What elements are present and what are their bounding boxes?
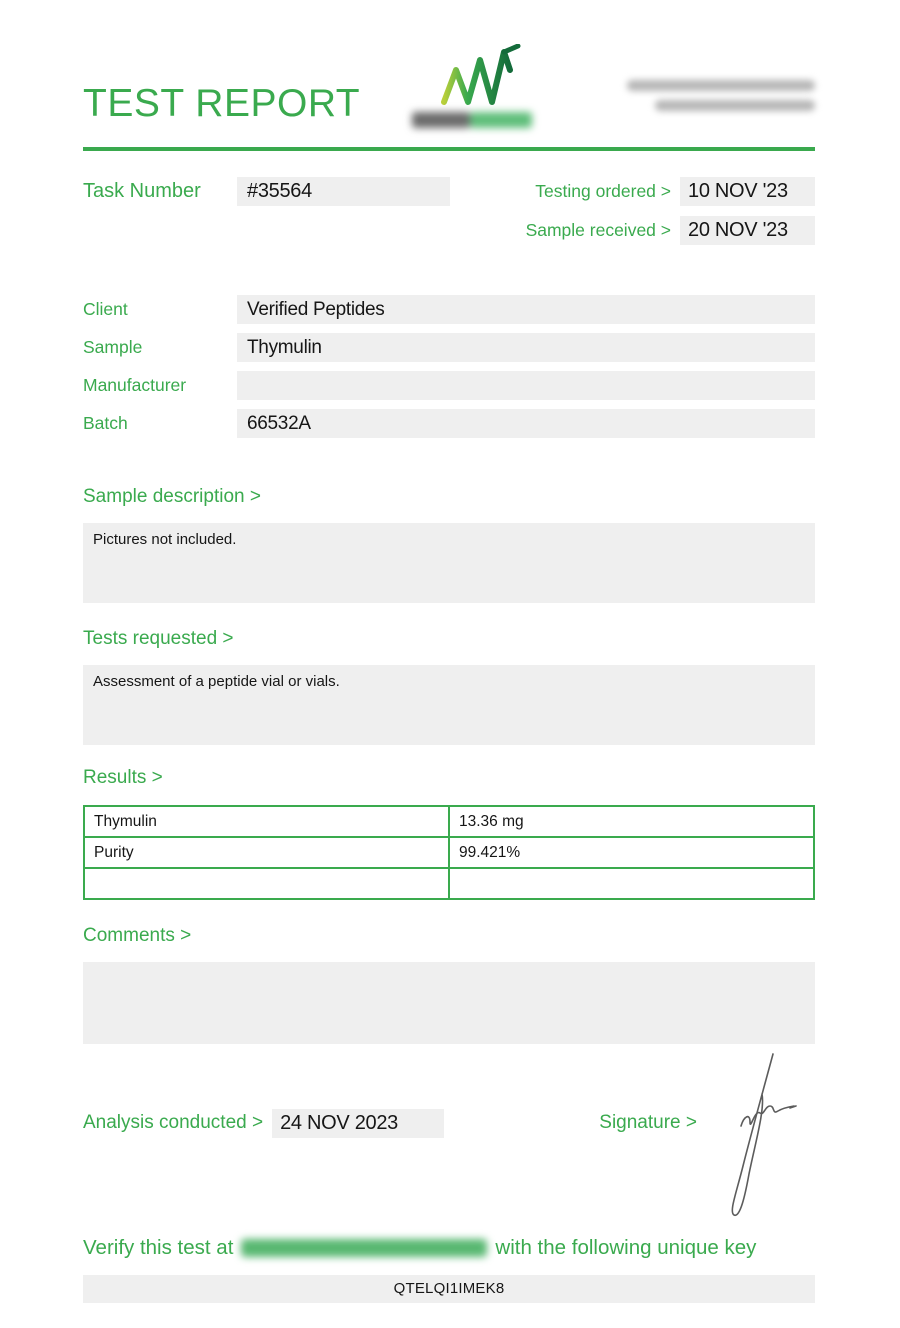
tests-requested-heading: Tests requested > [83,628,234,649]
testing-ordered-value: 10 NOV '23 [680,177,815,206]
conclusion-row [83,1108,815,1138]
sample-description-heading: Sample description > [83,486,261,507]
task-number-value: #35564 [237,177,450,206]
verify-prefix: Verify this test at [83,1236,234,1259]
table-row [84,868,814,899]
logo-wordmark-green-part [470,112,532,128]
analysis-conducted-label: Analysis conducted > [83,1112,264,1133]
sample-received-value: 20 NOV '23 [680,216,815,245]
verify-instruction [83,1236,815,1260]
sample-received-label: Sample received > [525,220,671,240]
header [83,0,815,130]
contact-web-blurred-line [655,100,815,111]
result-value: 13.36 mg [449,806,814,837]
unique-key-value: QTELQI1IMEK8 [83,1275,815,1303]
results-table [83,805,815,900]
verify-url-blurred [241,1239,487,1257]
detail-row-sample [83,333,815,362]
logo-wordmark-dark-part [412,112,470,128]
detail-row-manufacturer [83,371,815,400]
sample-received-row [526,216,815,245]
comments-heading: Comments > [83,925,192,946]
signature-image [705,1048,823,1220]
detail-row-batch [83,409,815,438]
testing-ordered-row [526,177,815,206]
verify-suffix: with the following unique key [495,1236,757,1259]
result-analyte: Purity [84,837,449,868]
sample-description-body: Pictures not included. [83,523,815,603]
results-heading: Results > [83,767,163,788]
logo-wordmark-blurred [412,110,544,130]
analysis-conducted-value: 24 NOV 2023 [272,1109,444,1138]
order-dates [526,177,815,245]
company-logo [412,44,544,130]
detail-row-client [83,295,815,324]
tests-requested-body: Assessment of a peptide vial or vials. [83,665,815,745]
result-analyte: Thymulin [84,806,449,837]
table-row [84,837,814,868]
contact-info-blurred [627,80,815,120]
logo-chart-icon [426,44,530,106]
client-value: Verified Peptides [237,295,815,324]
task-section [83,177,815,245]
contact-email-blurred-line [627,80,815,91]
batch-value: 66532A [237,409,815,438]
task-number-label: Task Number [83,180,201,202]
results-section [83,767,815,900]
result-value: 99.421% [449,837,814,868]
result-value [449,868,814,899]
page-title: TEST REPORT [83,82,361,125]
testing-ordered-label: Testing ordered > [535,181,671,201]
client-label: Client [83,299,128,319]
result-analyte [84,868,449,899]
manufacturer-value [237,371,815,400]
comments-section [83,925,815,1044]
tests-requested-section [83,628,815,745]
batch-label: Batch [83,413,128,433]
table-row [84,806,814,837]
header-divider [83,147,815,151]
manufacturer-label: Manufacturer [83,375,187,395]
sample-details [83,295,815,438]
sample-value: Thymulin [237,333,815,362]
sample-description-section [83,486,815,603]
comments-body [83,962,815,1044]
signature-label: Signature > [599,1112,697,1133]
sample-label: Sample [83,337,143,357]
